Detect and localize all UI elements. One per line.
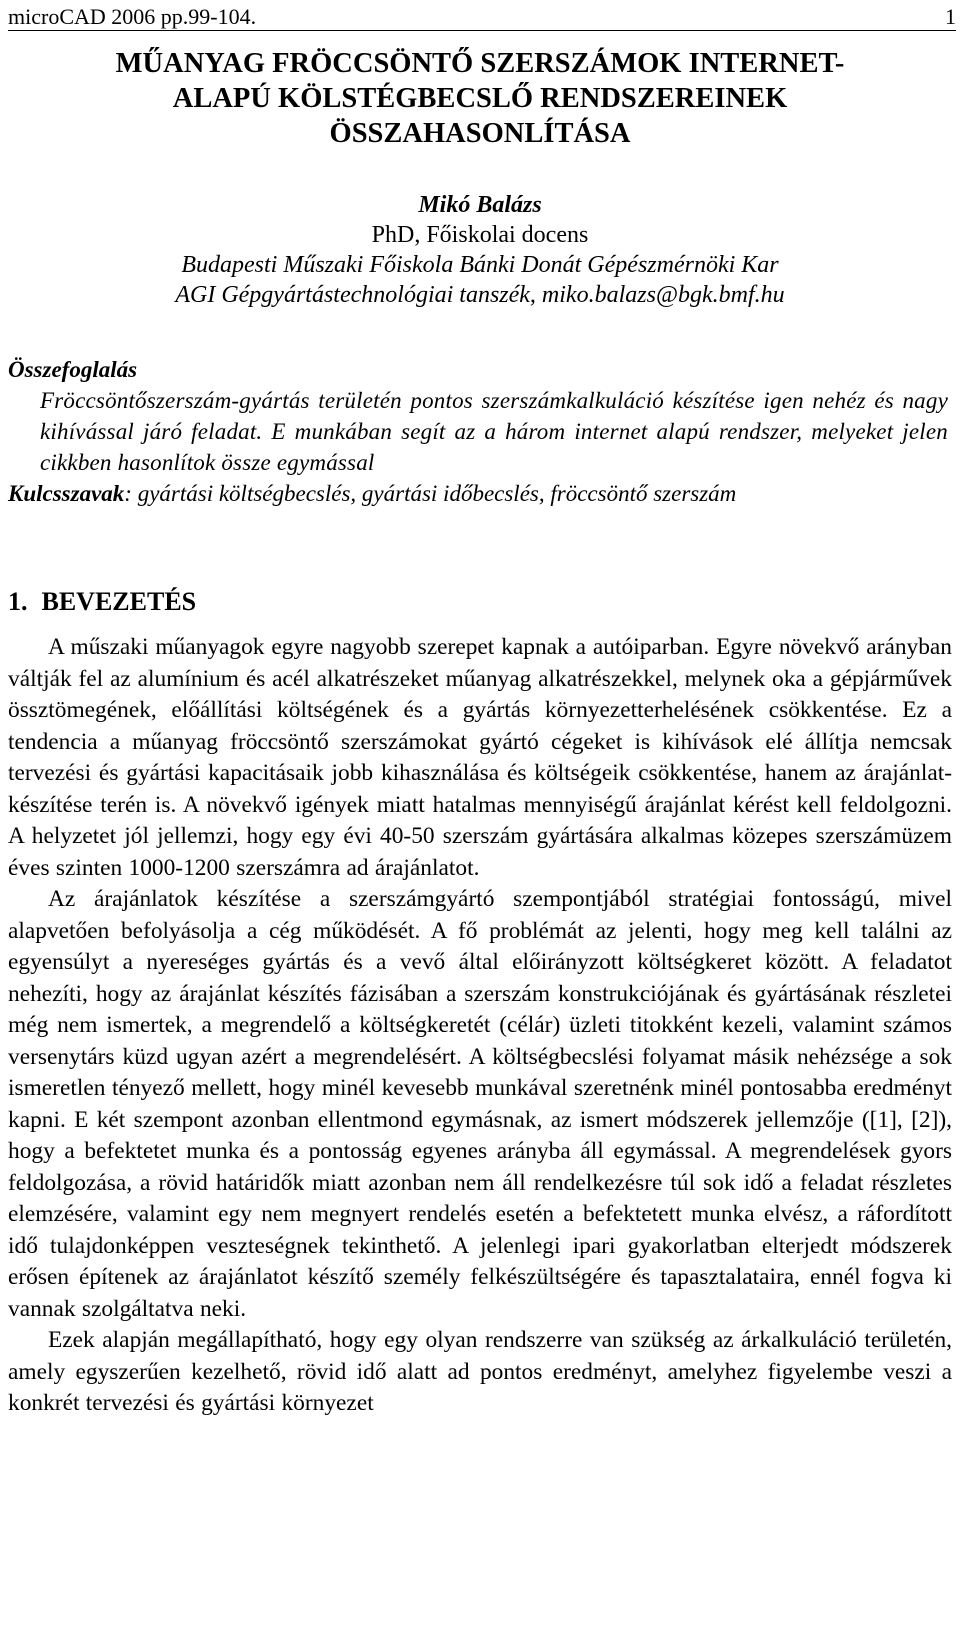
abstract-section: [8, 354, 948, 509]
author-name: Mikó Balázs: [418, 192, 542, 218]
title-line-1: MŰANYAG FRÖCCSÖNTŐ SZERSZÁMOK INTERNET-: [115, 48, 845, 79]
title-line-2: ALAPÚ KÖLSTÉGBECSLŐ RENDSZEREINEK: [172, 83, 788, 114]
author-position: PhD, Főiskolai docens: [371, 222, 589, 248]
section-title: BEVEZETÉS: [41, 587, 197, 616]
paragraph: Az árajánlatok készítése a szerszámgyártó szempontjából stratégiai fontosságú, mivel alapvetően befolyásolja a cég működését. A fő problémát az jelenti, hogy meg kell találni az egyensúlyt a nyereséges gyártás és a vevő által előirányzott költségkeret között. A feladatot nehezíti, hogy az árajánlat készítés fázisában a szerszám konstrukciójának és gyártásának részletei még nem ismertek, a megrendelő a költségkeretét (célár) üzleti titokként kezeli, valamint számos versenytárs küzd ugyan azért a megrendelésért. A költségbecslési folyamat másik nehézsége a sok ismeretlen tényező mellett, hogy minél kevesebb munkával szeretnénk minél pontosabba eredményt kapni. E két szempont azonban ellentmond egymásnak, az ismert módszerek jellemzője ([1], [2]), hogy a befektetet munka és a pontosság egyenes arányba áll egymással. A megrendelések gyors feldolgozása, a rövid határidők miatt azonban nem áll rendelkezésre túl sok idő a feladat részletes elemzésére, valamint egy nem megnyert rendelés esetén a befektetett munka elvész, a ráfordított idő tulajdonképpen veszteségnek tekinthető. A jelenlegi ipari gyakorlatban elterjedt módszerek erősen építenek az árajánlatot készítő személy felkészültségére és tapasztalataira, ennél fogva ki vannak szolgáltatva neki.: [8, 886, 952, 1322]
body-text: [8, 632, 952, 1420]
keywords: [8, 478, 948, 509]
section-heading: [8, 586, 908, 618]
abstract-heading: Összefoglalás: [8, 357, 138, 382]
paragraph: Ezek alapján megállapítható, hogy egy olyan rendszerre van szükség az árkalkuláció területén, amely egyszerűen kezelhető, rövid idő alatt ad pontos eredményt, amelyhez figyelembe veszi a konkrét tervezési és gyártási környezet: [8, 1327, 952, 1416]
page-number: 1: [945, 4, 956, 29]
paper-title: [30, 46, 930, 151]
page-header: [8, 4, 956, 31]
abstract-text: Fröccsöntőszerszám-gyártás területén pontos szerszámkalkuláció készítése igen nehéz és nagy kihívással járó feladat. E munkában segít az a három internet alapú rendszer, melyeket jelen cikkben hasonlítok össze egymással: [40, 388, 948, 475]
keywords-label: Kulcsszavak: [8, 481, 125, 506]
paragraph: A műszaki műanyagok egyre nagyobb szerepet kapnak a autóiparban. Egyre növekvő arányban váltják fel az alumínium és acél alkatrészeket műanyag alkatrészekkel, melynek oka a gépjárművek össztömegének, előállítási költségének és a gyártás környezetterhelésének csökkentése. Ez a tendencia a műanyag fröccsöntő szerszámokat gyártó cégeket is kihívások elé állítja nemcsak tervezési és gyártási kapacitásaik jobb kihasználása és költségeik csökkentése, hanem az árajánlat-készítése terén is. A növekvő igények miatt hatalmas mennyiségű árajánlat kérést kell feldolgozni. A helyzetet jól jellemzi, hogy egy évi 40-50 szerszám gyártására alkalmas közepes szerszámüzem éves szinten 1000-1200 szerszámra ad árajánlatot.: [8, 634, 952, 881]
section-number: 1.: [8, 587, 28, 616]
author-department: AGI Gépgyártástechnológiai tanszék, miko.balazs@bgk.bmf.hu: [175, 282, 785, 308]
author-institution: Budapesti Műszaki Főiskola Bánki Donát Gépészmérnöki Kar: [181, 252, 779, 278]
title-line-3: ÖSSZAHASONLÍTÁSA: [329, 118, 631, 149]
keywords-list: : gyártási költségbecslés, gyártási időbecslés, fröccsöntő szerszám: [124, 481, 737, 506]
header-source: microCAD 2006 pp.99-104.: [8, 4, 257, 29]
author-block: [20, 190, 940, 310]
